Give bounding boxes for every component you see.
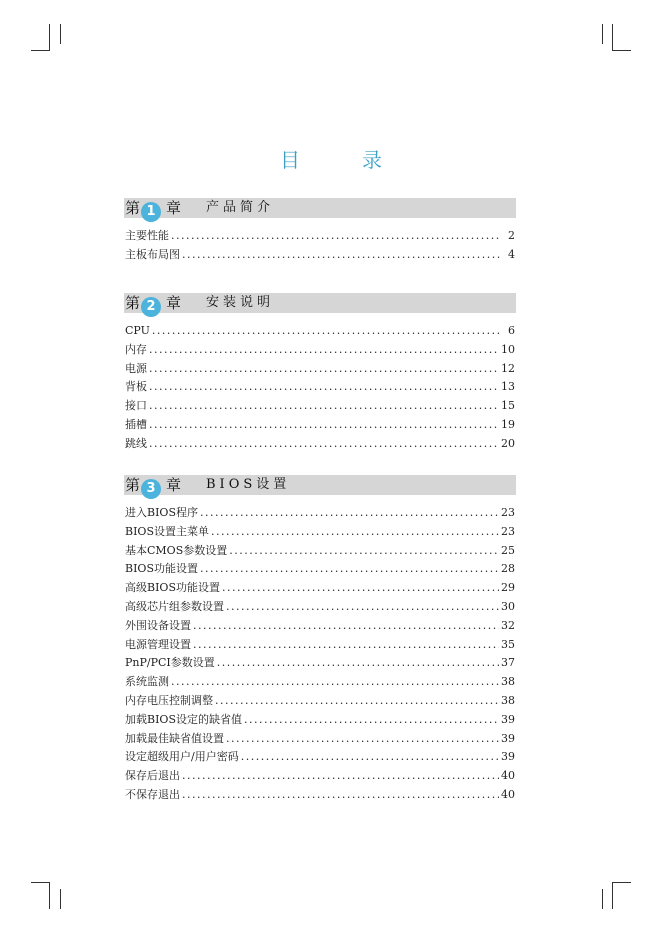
leader-dots <box>182 767 499 786</box>
leader-dots <box>149 360 499 379</box>
toc-entry-title: 主要性能 <box>125 229 169 242</box>
toc-entry-title: 内存 <box>125 342 147 356</box>
toc-entry-page: 39 <box>501 750 515 764</box>
leader-dots <box>149 341 499 360</box>
toc-entry-title: 电源 <box>125 361 147 375</box>
toc-entry[interactable] <box>125 504 515 523</box>
toc-entry[interactable] <box>125 767 515 786</box>
leader-dots <box>241 748 499 767</box>
toc-entry-title: 电源管理设置 <box>125 637 191 651</box>
toc-entry-page: 23 <box>501 506 515 519</box>
toc-entry[interactable] <box>125 692 515 711</box>
toc-entry-title: 高级芯片组参数设置 <box>125 599 224 613</box>
toc-entry-title: 基本CMOS参数设置 <box>125 543 228 557</box>
toc-entry-page: 13 <box>501 380 515 394</box>
toc-entry-page: 2 <box>508 229 515 242</box>
chapter-prefix: 第 <box>125 476 141 494</box>
toc-entry-page: 15 <box>501 399 515 413</box>
toc-entry-page: 37 <box>501 656 515 670</box>
chapter-prefix: 第 <box>125 294 141 312</box>
toc-entry-title: 跳线 <box>125 436 147 450</box>
toc-entry-page: 28 <box>501 562 515 576</box>
chapter-number-badge: 2 <box>141 297 161 317</box>
toc-entry-page: 10 <box>501 342 515 356</box>
leader-dots <box>149 416 499 435</box>
toc-entry[interactable] <box>125 786 515 805</box>
chapter-title: 产品简介 <box>206 200 275 215</box>
toc-entry-page: 25 <box>501 543 515 557</box>
chapter-title: BIOS设置 <box>206 477 291 492</box>
toc-entry[interactable] <box>125 322 515 341</box>
toc-entry[interactable] <box>125 748 515 767</box>
toc-entry-title: CPU <box>125 324 150 337</box>
toc-entry-title: 接口 <box>125 399 147 413</box>
leader-dots <box>149 397 499 416</box>
toc-entry-page: 39 <box>501 712 515 726</box>
leader-dots <box>171 673 499 692</box>
leader-dots <box>215 692 499 711</box>
toc-entry-title: 加载最佳缺省值设置 <box>125 731 224 745</box>
toc-entry-page: 38 <box>501 675 515 689</box>
toc-entry-title: 加载BIOS设定的缺省值 <box>125 712 242 726</box>
toc-entry-page: 35 <box>501 637 515 651</box>
toc-entry-title: PnP/PCI参数设置 <box>125 656 215 670</box>
leader-dots <box>229 542 499 561</box>
chapter-3-header <box>124 475 516 495</box>
chapter-suffix: 章 <box>166 476 182 494</box>
toc-entry[interactable] <box>125 636 515 655</box>
toc-entry[interactable] <box>125 560 515 579</box>
leader-dots <box>222 579 499 598</box>
chapter-2-header <box>124 293 516 313</box>
leader-dots <box>171 227 501 246</box>
leader-dots <box>182 786 499 805</box>
toc-entry-page: 19 <box>501 417 515 431</box>
toc-entry[interactable] <box>125 654 515 673</box>
toc-entry[interactable] <box>125 397 515 416</box>
leader-dots <box>149 378 499 397</box>
toc-entry[interactable] <box>125 360 515 379</box>
toc-entry-title: 背板 <box>125 380 147 394</box>
toc-entry-page: 30 <box>501 599 515 613</box>
toc-entry-page: 40 <box>501 769 515 783</box>
chapter-1-entries <box>125 227 515 265</box>
leader-dots <box>200 560 499 579</box>
toc-entry[interactable] <box>125 435 515 454</box>
leader-dots <box>200 504 499 523</box>
toc-entry-title: 系统监测 <box>125 675 169 689</box>
toc-entry-page: 12 <box>501 361 515 375</box>
toc-entry[interactable] <box>125 246 515 265</box>
toc-entry[interactable] <box>125 730 515 749</box>
leader-dots <box>152 322 501 341</box>
toc-entry[interactable] <box>125 579 515 598</box>
toc-entry-title: 设定超级用户/用户密码 <box>125 750 239 764</box>
toc-entry[interactable] <box>125 341 515 360</box>
toc-entry[interactable] <box>125 598 515 617</box>
chapter-suffix: 章 <box>166 199 182 217</box>
toc-entry-page: 40 <box>501 787 515 801</box>
toc-entry[interactable] <box>125 416 515 435</box>
toc-entry-page: 38 <box>501 693 515 707</box>
leader-dots <box>193 636 499 655</box>
toc-entry[interactable] <box>125 378 515 397</box>
toc-entry-title: 高级BIOS功能设置 <box>125 581 220 595</box>
toc-entry-title: 外围设备设置 <box>125 618 191 632</box>
toc-entry[interactable] <box>125 542 515 561</box>
toc-entry-title: 进入BIOS程序 <box>125 506 198 519</box>
chapter-prefix: 第 <box>125 199 141 217</box>
title-char-2: 录 <box>362 148 382 172</box>
toc-entry-page: 32 <box>501 618 515 632</box>
leader-dots <box>226 598 499 617</box>
chapter-3-entries <box>125 504 515 805</box>
toc-entry-title: 主板布局图 <box>125 247 180 261</box>
leader-dots <box>193 617 499 636</box>
leader-dots <box>211 523 499 542</box>
toc-entry-title: 内存电压控制调整 <box>125 693 213 707</box>
toc-entry[interactable] <box>125 673 515 692</box>
toc-entry-title: 插槽 <box>125 417 147 431</box>
chapter-2-entries <box>125 322 515 454</box>
chapter-suffix: 章 <box>166 294 182 312</box>
toc-entry[interactable] <box>125 711 515 730</box>
toc-entry-title: 保存后退出 <box>125 769 180 783</box>
leader-dots <box>149 435 499 454</box>
toc-entry-page: 20 <box>501 436 515 450</box>
toc-entry-page: 23 <box>501 524 515 538</box>
toc-entry-title: 不保存退出 <box>125 787 180 801</box>
toc-entry-page: 39 <box>501 731 515 745</box>
toc-entry-page: 6 <box>508 324 515 337</box>
toc-entry-page: 29 <box>501 581 515 595</box>
leader-dots <box>244 711 499 730</box>
leader-dots <box>226 730 499 749</box>
toc-entry-title: BIOS设置主菜单 <box>125 524 209 538</box>
toc-entry-page: 4 <box>508 247 515 261</box>
chapter-number-badge: 1 <box>141 202 161 222</box>
leader-dots <box>217 654 499 673</box>
chapter-number-badge: 3 <box>141 479 161 499</box>
title-char-1: 目 <box>280 148 300 172</box>
chapter-1-header <box>124 198 516 218</box>
chapter-title: 安装说明 <box>206 295 275 310</box>
page-title <box>0 144 662 173</box>
toc-entry-title: BIOS功能设置 <box>125 562 198 576</box>
toc-entry[interactable] <box>125 523 515 542</box>
toc-entry[interactable] <box>125 617 515 636</box>
leader-dots <box>182 246 501 265</box>
toc-entry[interactable] <box>125 227 515 246</box>
